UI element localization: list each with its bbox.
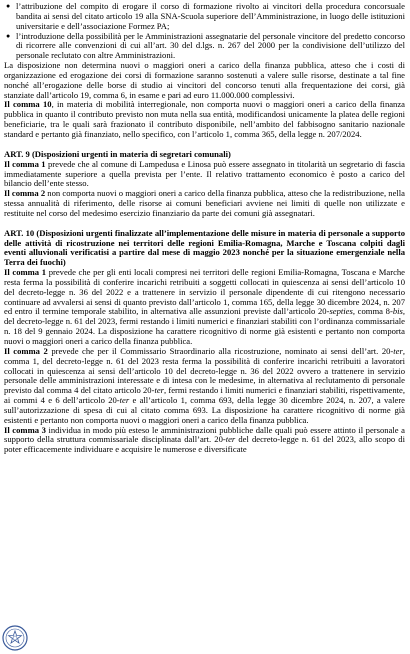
republic-emblem-seal-icon	[2, 625, 28, 651]
bullet-item-1	[4, 2, 405, 32]
paragraph-text: prevede che al comune di Lampedusa e Linosa può essere assegnato in titolarità un segretario di fascia immediatamente superiore a quella prevista per l’ente. Il relativo trattamento economico è posto a carico del bilancio dell’ente stesso.	[4, 158, 405, 189]
bullet-item-2	[4, 32, 405, 62]
paragraph-text: non comporta nuovi o maggiori oneri a carico della finanza pubblica, atteso che la redistribuzione, nella stessa annualità di riferimento, delle risorse ai comuni beneficiari avviene nei limiti di quelle non utilizzate e restituite nel corso del medesimo esercizio finanziario da parte dei comuni già assegnatari.	[4, 188, 405, 218]
paragraph-text: , del decreto-legge n. 61 del 2023, fermi restando i limiti numerici e finanziari stabiliti con l’ordinanza commissariale n. 18 del 9 gennaio 2024. La disposizione ha carattere ricognitivo di norme già esistenti e pertanto non comporta nuovi o maggiori oneri a carico della finanza pubblica.	[4, 306, 405, 346]
section-heading: ART. 9 (Disposizioni urgenti in materia di segretari comunali)	[4, 148, 231, 159]
comma-label: Il comma 1	[4, 267, 47, 278]
paragraph-no-new-costs: La disposizione non determina nuovi o maggiori oneri a carico della finanza pubblica, atteso che i costi di organizzazione ed erogazione dei corsi di formazione saranno sostenuti a valere sulle risorse, destinate a tal fine nonché all’erogazione delle borse di studio ai vincitori del concorso tenuti alla frequentazione dei corsi, già stanziate dall’articolo 19, comma 6, in esame e pari ad euro 11.000.000 complessivi.	[4, 60, 405, 100]
italic-suffix: ter	[154, 385, 164, 396]
comma-label: Il comma 2	[4, 345, 48, 356]
italic-suffix: ter	[393, 345, 403, 356]
italic-suffix: ter	[225, 434, 236, 445]
art10-title	[4, 229, 405, 268]
paragraph-text: e all’articolo 1, comma 693, della legge 30 dicembre 2024, n. 207, a valere sull’autorizzazione di spesa di cui al citato comma 693. La disposizione ha carattere ricognitivo di norme già esistenti e pertanto non comporta nuovi o maggiori oneri a carico della finanza pubblica.	[4, 395, 405, 425]
paragraph-text: , in materia di mobilità interregionale, non comporta nuovi o maggiori oneri a carico della finanza pubblica in quanto il contributo previsto non muta nella sua entità, modificandosi unicamente la platea delle regioni beneficiarie, tra le quali sarà frazionato il contributo disponibile, nell’ambito del fabbisogno sanitario nazionale standard e pertanto già finanziato, nello specifico, con l’articolo 1, comma 365, della legge n. 207/2024.	[4, 99, 405, 139]
art10-comma-3	[4, 426, 405, 456]
italic-suffix: bis	[392, 306, 403, 317]
bullet-icon: ●	[6, 2, 11, 10]
paragraph-text: individua in modo più esteso le amministrazioni pubbliche dalle quali può essere attinto il personale a supporto della struttura commissariale disciplinata dall’art. 20-	[4, 424, 405, 445]
paragraph-comma-10	[4, 100, 405, 139]
comma-label: Il comma 1	[4, 158, 46, 169]
italic-suffix: septies	[329, 306, 353, 317]
comma-label: Il comma 3	[4, 424, 46, 435]
comma-label: Il comma 10	[4, 99, 52, 110]
bullet-text: l’introduzione della possibilità per le Amministrazioni assegnatarie del personale vincitore del predetto concorso di ricorrere alle convenzioni di cui all’art. 30 del d.lgs. n. 267 del 2000 per la condivisione dell’utilizzo del personale reclutato con altre Amministrazioni.	[16, 30, 405, 61]
comma-label: Il comma 2	[4, 188, 46, 199]
paragraph-text: del decreto-legge n. 61 del 2023, allo scopo di poter efficacemente individuare e acquisire le numerose e diversificate	[4, 434, 405, 455]
bullet-text: l’attribuzione del compito di erogare il corso di formazione rivolto ai vincitori della procedura concorsuale bandita ai sensi del citato articolo 19 alla SNA-Scuola superiore dell’Amministrazione, in luogo delle istituzioni universitarie e dell’associazione Formez PA;	[16, 1, 405, 31]
paragraph-text: , fermi restando i limiti numerici e finanziari stabiliti, rispettivamente, ai commi 4 e 6 dell’articolo 20-	[4, 385, 405, 406]
art9-comma-1	[4, 160, 405, 190]
paragraph-text: prevede che per il Commissario Straordinario alla ricostruzione, nominato ai sensi dell’art. 20-	[47, 345, 394, 356]
art9-comma-2	[4, 189, 405, 219]
art10-comma-1	[4, 268, 405, 347]
section-heading: ART. 10 (Disposizioni urgenti finalizzate all’implementazione delle misure in materia di personale a supporto delle attività di ricostruzione nei territori delle regioni Emilia-Romagna, Marche e Toscana colpiti dagli eventi alluvionali verificatisi a partire dal mese di maggio 2023 nonché per la situazione emergenziale nella Terra dei fuochi)	[4, 227, 405, 268]
document-body	[4, 2, 405, 455]
bullet-icon: ●	[6, 31, 11, 40]
paragraph-text: , comma 1, del decreto-legge n. 61 del 2023 resta ferma la possibilità di conferire incarichi retribuiti a lavoratori collocati in quiescenza ai sensi dell’articolo 10 del decreto-legge n. 36 del 2022 ovvero a trattenere in servizio personale delle amministrazioni interessate e di intesa con le medesime, in alternativa al reclutamento di personale previsto dal comma 4 del citato articolo 20-	[4, 345, 405, 396]
art10-comma-2	[4, 347, 405, 426]
italic-suffix: ter	[119, 395, 130, 406]
paragraph-text: prevede che per gli enti locali compresi nei territori delle regioni Emilia-Romagna, Toscana e Marche resta ferma la possibilità di conferire incarichi retribuiti a soggetti collocati in quiescenza ai sensi dell’articolo 10 del decreto-legge n. 36 del 2022 e a trattenere in servizio il personale dipendente di cui ritengono necessario continuare ad avvalersi ai sensi di quanto previsto dall’articolo 1, comma 165, della legge 30 dicembre 2024, n. 207 ed entro il termine temporale stabilito, in alternativa alle assunzioni previste dall’articolo 20-	[4, 267, 405, 317]
paragraph-text: , comma 8-	[352, 306, 393, 317]
